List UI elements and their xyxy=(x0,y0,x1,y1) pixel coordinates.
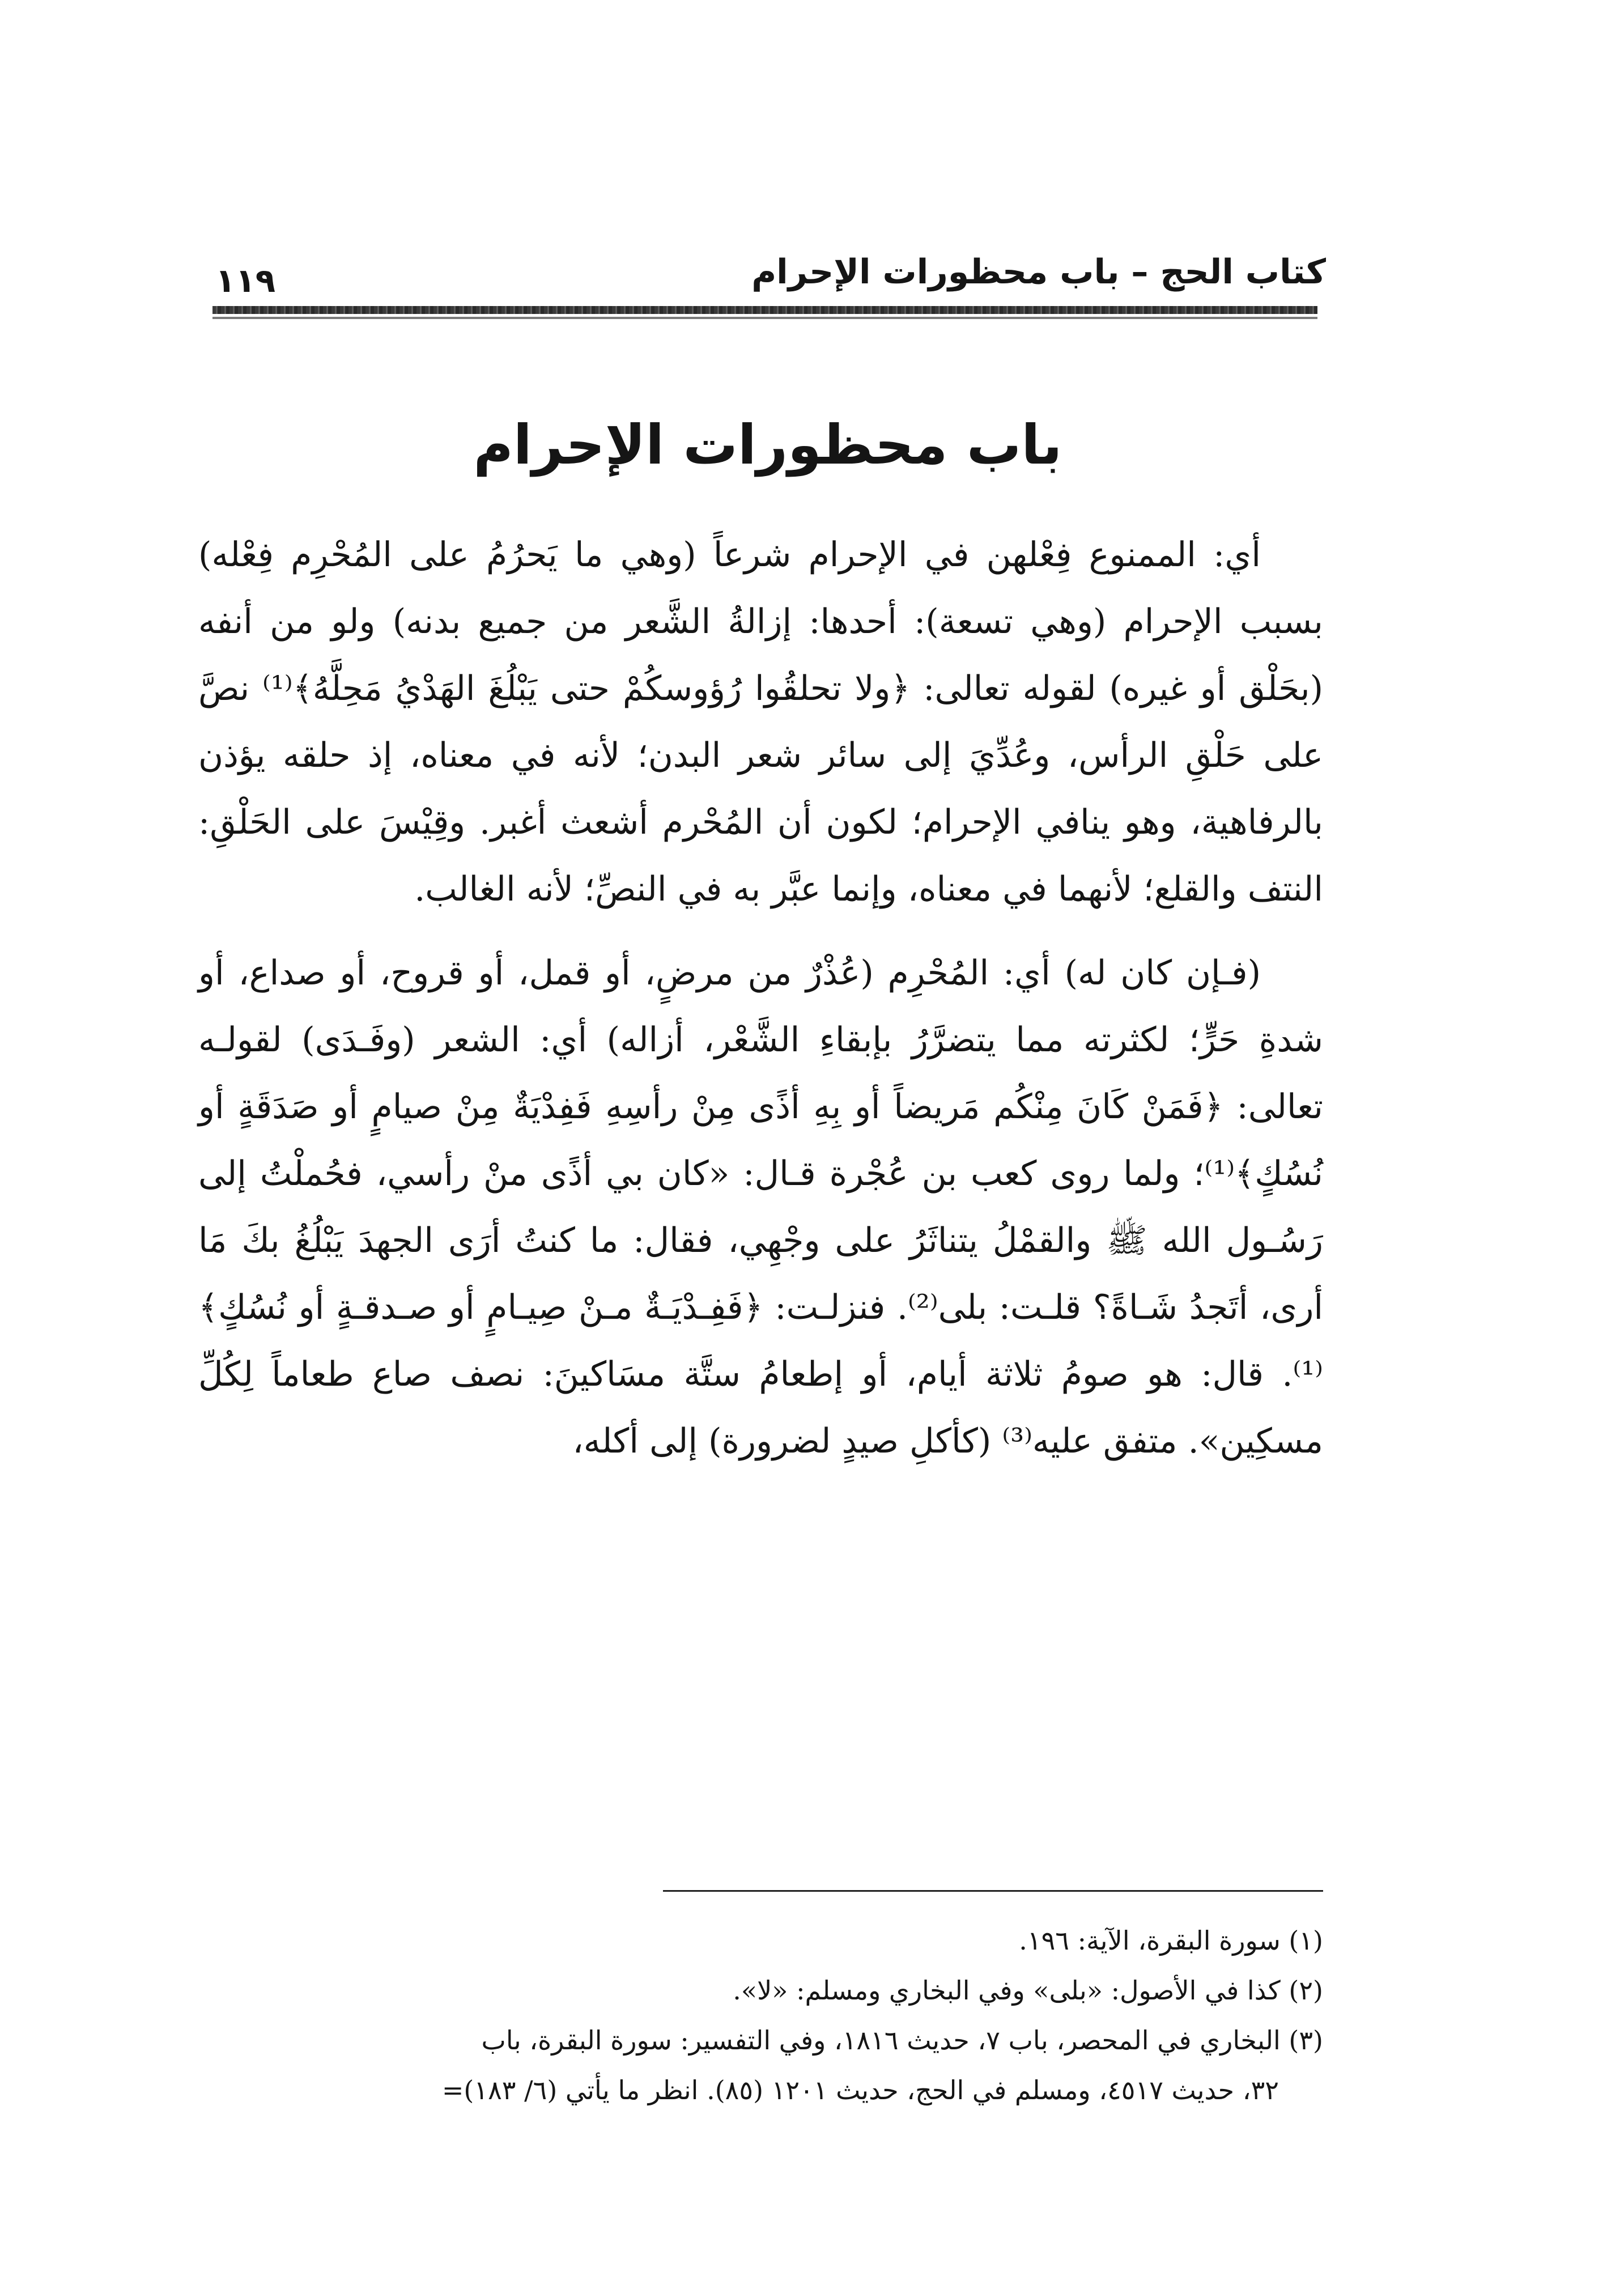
footnote-1: (١) سورة البقرة، الآية: ١٩٦. xyxy=(1019,1925,1323,1956)
running-header xyxy=(210,238,1326,300)
footnotes xyxy=(198,1916,1323,2115)
chapter-title: باب محظورات الإحرام xyxy=(473,413,1062,477)
body-paragraph: (فـإن كان له) أي: المُحْرِم (عُذْرٌ من مرضٍ، أو قمل، أو قروح، أو صداع، أو شدةِ حَرٍّ؛ لكثرته مما يتضرَّرُ بإبقاءِ الشَّعْر، أزاله) أي: الشعر (وفَـدَى) لقولـه تعالى: ﴿فَمَنْ كَانَ مِنْكُم مَريضاً أو بِهِ أذًى مِنْ رأسِهِ فَفِدْيَةٌ مِنْ صيامٍ أو صَدَقَةٍ أو نُسُكٍ﴾⁽¹⁾؛ ولما روى كعب بن عُجْرة قـال: «كان بي أذًى منْ رأسي، فحُملْتُ إلى رَسُـول الله ﷺ والقمْلُ يتناثَرُ على وجْهِي، فقال: ما كنتُ أرَى الجهدَ يَبْلُغُ بكَ مَا أرى، أتَجدُ شَـاةً؟ قلـت: بلى⁽²⁾. فنزلـت: ﴿فَفِـدْيَـةٌ مـنْ صِيـامٍ أو صـدقـةٍ أو نُسُكٍ﴾⁽¹⁾. قال: هو صومُ ثلاثة أيام، أو إطعامُ ستَّة مسَاكينَ: نصف صاع طعاماً لِكُلِّ مسكِين». متفق عليه⁽³⁾ (كأكلِ صيدٍ لضرورة) إلى أكله، xyxy=(198,953,1323,1461)
body-paragraph: أي: الممنوع فِعْلهن في الإحرام شرعاً (وهي ما يَحرُمُ على المُحْرِم فِعْله) بسبب الإحرام (وهي تسعة): أحدها: إزالةُ الشَّعر من جميع بدنه) ولو من أنفه (بحَلْق أو غيره) لقوله تعالى: ﴿ولا تحلقُوا رُؤوسكُمْ حتى يَبْلُغَ الهَدْيُ مَحِلَّهُ﴾⁽¹⁾ نصَّ على حَلْقِ الرأس، وعُدِّيَ إلى سائر شعر البدن؛ لأنه في معناه، إذ حلقه يؤذن بالرفاهية، وهو ينافي الإحرام؛ لكون أن المُحْرم أشعث أغبر. وقِيْسَ على الحَلْقِ: النتف والقلع؛ لأنهما في معناه، وإنما عبَّر به في النصِّ؛ لأنه الغالب. xyxy=(198,535,1323,909)
header-rule-thin xyxy=(212,317,1317,319)
header-rule xyxy=(212,306,1317,314)
footnote-separator xyxy=(663,1890,1323,1892)
body-text xyxy=(198,521,1323,1475)
running-title: كتاب الحج – باب محظورات الإحرام xyxy=(751,252,1326,292)
footnote-3: (٣) البخاري في المحصر، باب ٧، حديث ١٨١٦، وفي التفسير: سورة البقرة، باب xyxy=(481,2025,1323,2056)
page-number: ١١٩ xyxy=(215,261,276,300)
footnote-2: (٢) كذا في الأصول: «بلى» وفي البخاري ومسلم: «لا». xyxy=(733,1975,1323,2006)
footnote-3-continuation: ٣٢، حديث ٤٥١٧، ومسلم في الحج، حديث ١٢٠١ (٨٥). انظر ما يأتي (٦/ ١٨٣)= xyxy=(441,2075,1279,2105)
